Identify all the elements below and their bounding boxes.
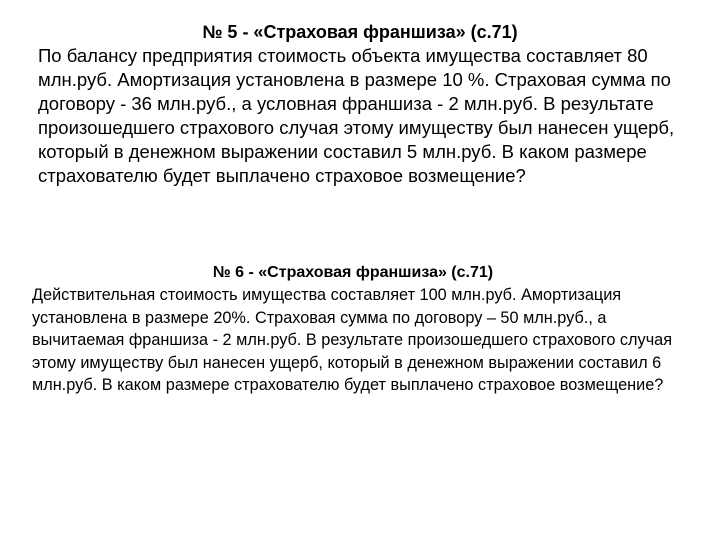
- problem-5-text: По балансу предприятия стоимость объекта имущества составляет 80 млн.руб. Амортизация установлена в размере 10 %. Страховая сумма по договору - 36 млн.руб., а условная франшиза - 2 млн.руб. В результате произошедшего страхового случая этому имуществу был нанесен ущерб, который в денежном выражении составил 5 млн.руб. В каком размере страхователю будет выплачено страховое возмещение?: [38, 45, 675, 186]
- problem-6-block: [32, 262, 692, 397]
- problem-5-title: № 5 - «Страховая франшиза» (с.71): [202, 22, 518, 42]
- problem-5-block: [38, 20, 678, 188]
- problem-6-title: № 6 - «Страховая франшиза» (с.71): [212, 264, 494, 281]
- problem-6-text: Действительная стоимость имущества составляет 100 млн.руб. Амортизация установлена в размере 20%. Страховая сумма по договору – 50 млн.руб., а вычитаемая франшиза - 2 млн.руб. В результате произошедшего страхового случая этому имуществу был нанесен ущерб, который в денежном выражении составил 6 млн.руб. В каком размере страхователю будет выплачено страховое возмещение?: [32, 286, 673, 395]
